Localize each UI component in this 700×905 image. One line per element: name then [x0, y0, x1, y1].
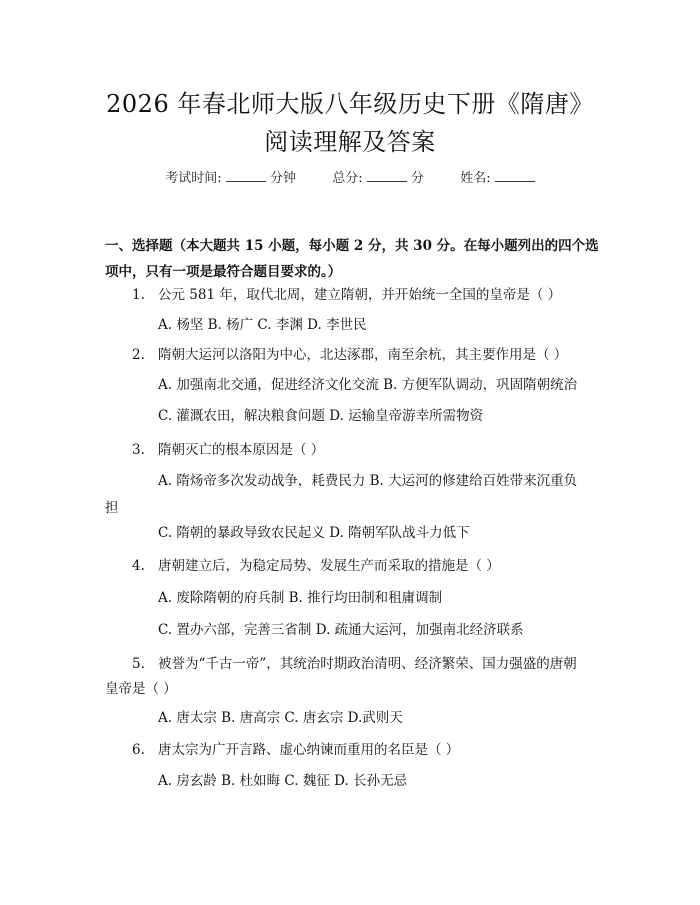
question-options: C. 灌溉农田，解决粮食问题 D. 运输皇帝游幸所需物资: [158, 408, 484, 424]
question-text: 公元 581 年，取代北周，建立隋朝，并开始统一全国的皇帝是（ ）: [158, 287, 562, 303]
question-options-wrap: 担: [105, 500, 119, 516]
question-number: 4.: [132, 558, 145, 574]
question-text: 隋朝大运河以洛阳为中心，北达涿郡，南至余杭，其主要作用是（ ）: [158, 347, 568, 363]
page-title: 2026 年春北师大版八年级历史下册《隋唐》: [106, 90, 594, 118]
question-options: A. 房玄龄 B. 杜如晦 C. 魏征 D. 长孙无忌: [158, 773, 408, 789]
question-options: C. 置办六部，完善三省制 D. 疏通大运河，加强南北经济联系: [158, 622, 524, 638]
page-subtitle: 阅读理解及答案: [264, 128, 436, 156]
score-blank: [367, 169, 407, 182]
section-heading: 一、选择题（本大题共 15 小题，每小题 2 分，共 30 分。在每小题列出的四个选项中，只有一项是最符合题目要求的。）: [105, 238, 599, 280]
question-number: 6.: [132, 742, 145, 758]
question-text: 隋朝灭亡的根本原因是（ ）: [158, 442, 325, 458]
question-5: [132, 651, 612, 677]
question-options: A. 唐太宗 B. 唐高宗 C. 唐玄宗 D.武则天: [158, 710, 403, 726]
question-options: A. 废除隋朝的府兵制 B. 推行均田制和租庸调制: [158, 590, 443, 606]
score-label: 总分:: [332, 171, 363, 186]
question-options: A. 隋炀帝多次发动战争，耗费民力 B. 大运河的修建给百姓带来沉重负: [158, 473, 578, 489]
question-text-wrap: 皇帝是（ ）: [105, 681, 177, 697]
question-options: A. 加强南北交通，促进经济文化交流 B. 方便军队调动，巩固隋朝统治: [158, 377, 578, 393]
question-2: [132, 342, 612, 368]
name-blank: [495, 169, 535, 182]
question-6: [132, 737, 602, 763]
question-options: C. 隋朝的暴政导致农民起义 D. 隋朝军队战斗力低下: [158, 525, 470, 541]
question-text: 唐太宗为广开言路、虚心纳谏而重用的名臣是（ ）: [158, 742, 460, 758]
question-number: 2.: [132, 347, 145, 363]
time-unit: 分钟: [269, 171, 296, 186]
question-1: [132, 282, 602, 308]
question-number: 5.: [132, 656, 145, 672]
exam-meta: [0, 167, 700, 186]
name-label: 姓名:: [460, 171, 491, 186]
question-4: [132, 553, 602, 579]
question-3: [132, 437, 602, 463]
time-label: 考试时间:: [165, 171, 222, 186]
question-text: 唐朝建立后，为稳定局势、发展生产而采取的措施是（ ）: [158, 558, 500, 574]
question-text: 被誉为“千古一帝”，其统治时期政治清明、经济繁荣、国力强盛的唐朝: [158, 656, 577, 672]
question-options: A. 杨坚 B. 杨广 C. 李渊 D. 李世民: [158, 317, 367, 333]
question-number: 1.: [132, 287, 145, 303]
score-unit: 分: [410, 171, 424, 186]
time-blank: [226, 169, 266, 182]
question-number: 3.: [132, 442, 145, 458]
